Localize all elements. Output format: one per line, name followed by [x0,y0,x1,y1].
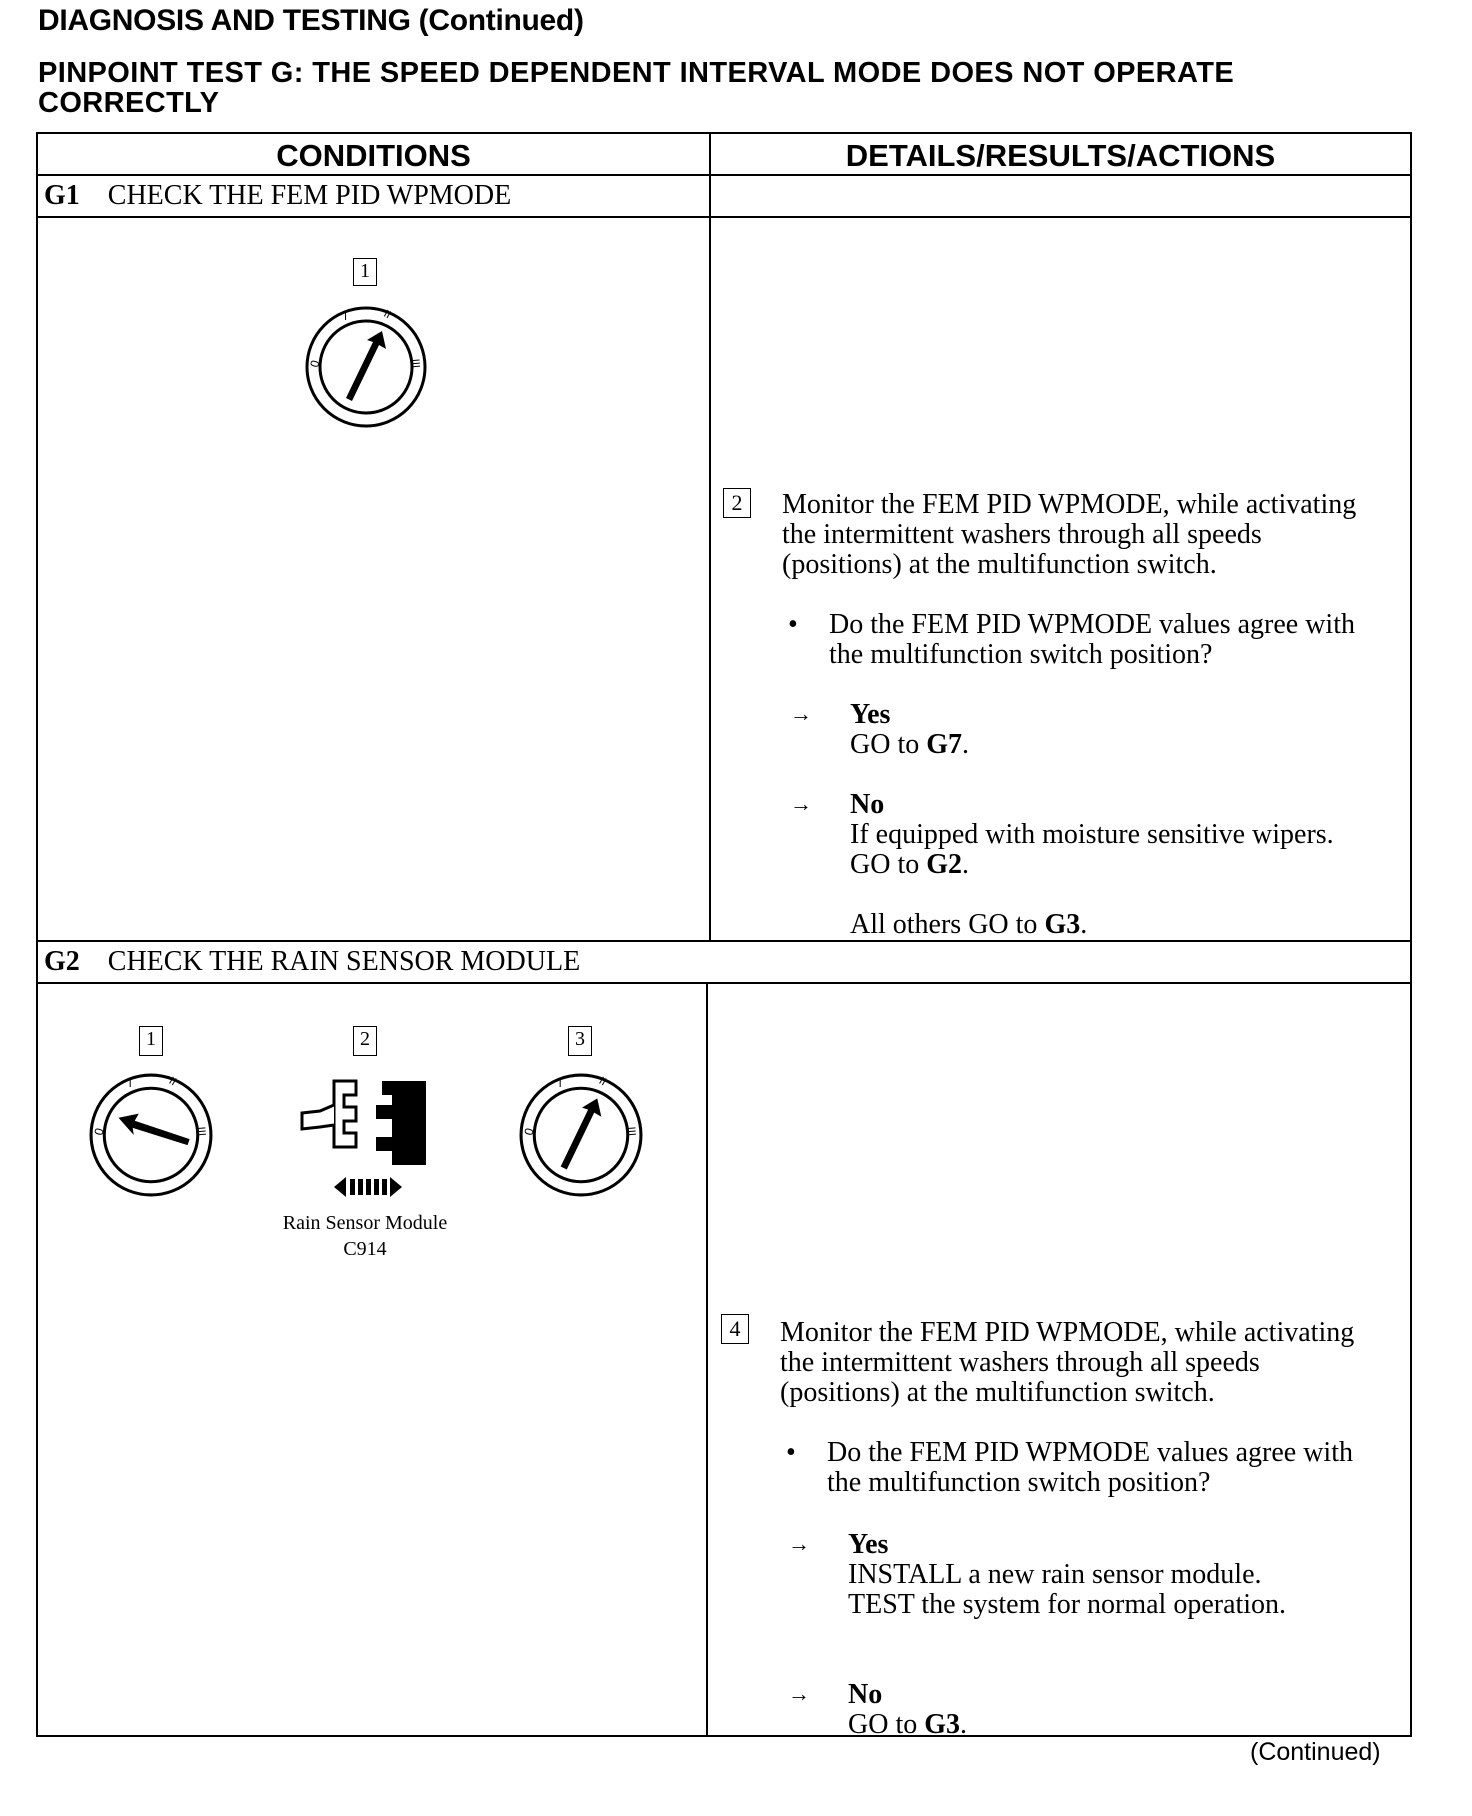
g2-step-title: CHECK THE RAIN SENSOR MODULE [107,946,581,977]
g2-step-4-label: 4 [721,1314,749,1344]
pinpoint-test-title-line2: CORRECTLY [38,87,220,119]
g1-step-title: CHECK THE FEM PID WPMODE [107,180,512,211]
ignition-switch-run-icon-2 [518,1072,644,1198]
g1-no-action-line1: If equipped with moisture sensitive wipers. [850,819,1334,850]
g1-step-header [44,180,511,212]
g2-yes-label: Yes [848,1529,889,1560]
g2-yes-arrow-icon: → [788,1531,810,1556]
g1-yes-label: Yes [850,699,891,730]
g1-question-line1: Do the FEM PID WPMODE values agree with [829,609,1355,640]
g2-no-arrow-icon: → [788,1681,810,1706]
svg-text:III: III [624,1126,638,1137]
g1-question [788,609,1355,670]
column-header-conditions: CONDITIONS [276,138,471,173]
g2-no-label: No [848,1679,883,1710]
svg-text:II: II [381,307,393,322]
svg-text:III: III [408,358,422,369]
g2-figure-label-3: 3 [568,1026,592,1056]
g2-yes-action-line1: INSTALL a new rain sensor module. [848,1559,1262,1590]
g2-step-4-line3: (positions) at the multifunction switch. [780,1377,1215,1408]
g2-header-top-divider [36,940,1412,942]
g2-step-id: G2 [44,946,80,977]
ignition-switch-off-icon [88,1072,214,1198]
g2-title-divider [36,982,1412,984]
g2-result-yes [788,1529,1287,1620]
rain-sensor-caption-line2: C914 [343,1238,387,1260]
g2-question-line2: the multifunction switch position? [827,1467,1211,1498]
g2-bullet-icon: • [786,1437,796,1468]
g1-no-label: No [850,789,885,820]
g1-step-id: G1 [44,180,80,211]
g2-step-4-instruction [780,1318,1354,1408]
column-divider-g2 [706,982,708,1737]
g2-question [786,1437,1353,1498]
header-divider [36,174,1412,176]
g1-result-yes [790,699,970,760]
g1-bullet-icon: • [788,609,798,640]
g2-figure-label-1: 1 [139,1026,163,1056]
svg-text:III: III [194,1126,208,1137]
svg-text:I: I [128,1078,132,1091]
g1-step-2-instruction [782,490,1356,580]
g2-yes-action-line2: TEST the system for normal operation. [848,1589,1287,1620]
g2-figure-label-2: 2 [353,1026,377,1056]
svg-text:0: 0 [521,1126,537,1137]
svg-text:I: I [558,1078,562,1091]
g1-result-no [790,789,1334,940]
svg-text:0: 0 [91,1126,107,1137]
column-header-details: DETAILS/RESULTS/ACTIONS [845,138,1276,173]
g1-step-2-line1: Monitor the FEM PID WPMODE, while activating [782,489,1357,520]
g1-title-divider [36,216,1412,218]
g1-yes-action: GO to G7. [850,729,970,760]
g2-result-no [788,1679,968,1740]
g1-no-action-line2: GO to G2. [850,849,970,880]
svg-text:II: II [166,1074,179,1089]
svg-text:I: I [344,311,348,323]
continued-footer: (Continued) [1250,1738,1381,1766]
g1-no-arrow-icon: → [790,791,812,816]
rain-sensor-caption-line1: Rain Sensor Module [282,1212,448,1234]
page-title: DIAGNOSIS AND TESTING (Continued) [38,4,584,37]
g1-step-2-label: 2 [723,488,751,518]
g2-step-4-line1: Monitor the FEM PID WPMODE, while activating [780,1317,1355,1348]
column-divider-g1 [709,216,711,942]
rain-sensor-caption [250,1210,480,1262]
svg-text:II: II [596,1074,609,1089]
pinpoint-test-title-line1: PINPOINT TEST G: THE SPEED DEPENDENT INTERVAL MODE DOES NOT OPERATE [38,57,1235,89]
rain-sensor-connector-icon [296,1075,428,1203]
svg-text:0: 0 [307,358,323,369]
g1-step-2-line3: (positions) at the multifunction switch. [782,549,1217,580]
ignition-switch-run-icon [304,305,428,429]
g1-yes-arrow-icon: → [790,701,812,726]
pinpoint-test-title [38,58,1234,118]
g2-no-action: GO to G3. [848,1709,968,1740]
g2-step-header [44,946,580,978]
g1-step-2-line2: the intermittent washers through all speeds [782,519,1262,550]
g2-question-line1: Do the FEM PID WPMODE values agree with [827,1437,1353,1468]
g1-figure-label-1: 1 [353,258,377,286]
g1-question-line2: the multifunction switch position? [829,639,1213,670]
g1-no-action-line3: All others GO to G3. [850,909,1088,940]
g2-step-4-line2: the intermittent washers through all speeds [780,1347,1260,1378]
